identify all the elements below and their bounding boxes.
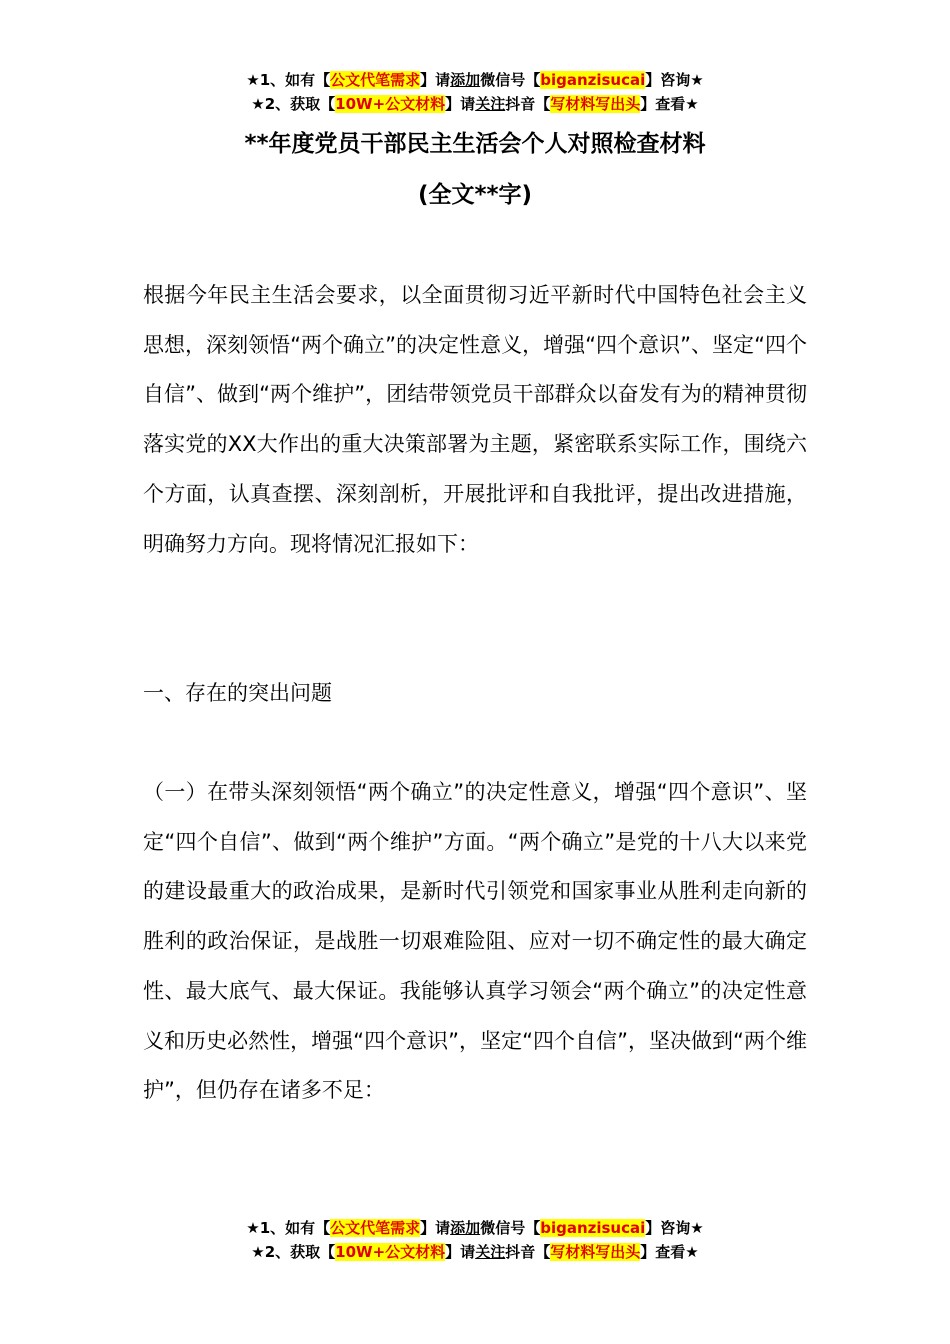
paragraph-text: 根据今年民主生活会要求，以全面贯彻习近平新时代中国特色社会主义思想，深刻领悟“两个确立”的决定性意义，增强“四个意识”、坚定“四个自信”、做到“两个维护”，团结带领党员干部群众以奋发有为的精神贯彻落实党的XX大作出的重大决策部署为主题，紧密联系实际工作，围绕六个方面，认真查摆、深刻剖析，开展批评和自我批评，提出改进措施，明确努力方向。现将情况汇报如下： (143, 283, 807, 556)
body-paragraph-1 (143, 768, 807, 1116)
ad-highlight: 10W+公文材料 (335, 1243, 446, 1261)
section-heading (143, 669, 807, 719)
ad-text: 2、获取【 (264, 1243, 336, 1261)
star-icon: ★ (685, 95, 699, 113)
ad-highlight: biganzisucai (540, 71, 646, 89)
ad-text: 微信号【 (480, 71, 541, 89)
ad-banner-top (0, 68, 950, 116)
star-icon: ★ (251, 1243, 265, 1261)
ad-text: 】请 (445, 1243, 476, 1261)
ad-text: 1、如有【 (259, 71, 331, 89)
paragraph-text: （一）在带头深刻领悟“两个确立”的决定性意义，增强“四个意识”、坚定“四个自信”、做到“两个维护”方面。“两个确立”是党的十八大以来党的建设最重大的政治成果，是新时代引领党和国家事业从胜利走向新的胜利的政治保证，是战胜一切艰难险阻、应对一切不确定性的最大确定性、最大底气、最大保证。我能够认真学习领会“两个确立”的决定性意义和历史必然性，增强“四个意识”，坚定“四个自信”，坚决做到“两个维护”，但仍存在诸多不足： (143, 780, 807, 1103)
ad-text: 】咨询 (645, 1219, 691, 1237)
ad-text: 】查看 (640, 1243, 686, 1261)
ad-highlight: 公文代笔需求 (330, 71, 421, 89)
ad-highlight: 写材料写出头 (550, 1243, 641, 1261)
ad-text: 抖音【 (505, 95, 551, 113)
document-subtitle: (全文**字) (417, 182, 533, 208)
body-paragraph-intro (143, 271, 807, 569)
ad-text: 微信号【 (480, 1219, 541, 1237)
ad-banner-bottom (0, 1216, 950, 1264)
ad-line-2 (0, 92, 950, 116)
ad-underline: 添加 (450, 71, 481, 89)
document-title: **年度党员干部民主生活会个人对照检查材料 (244, 131, 706, 157)
ad-underline: 添加 (450, 1219, 481, 1237)
star-icon: ★ (690, 71, 704, 89)
ad-text: 1、如有【 (259, 1219, 331, 1237)
ad-text: 】请 (420, 71, 451, 89)
ad-line-2 (0, 1240, 950, 1264)
heading-text: 一、存在的突出问题 (143, 681, 332, 705)
star-icon: ★ (690, 1219, 704, 1237)
star-icon: ★ (246, 1219, 260, 1237)
ad-line-1 (0, 1216, 950, 1240)
ad-underline: 关注 (475, 95, 506, 113)
ad-text: 】请 (420, 1219, 451, 1237)
ad-line-1 (0, 68, 950, 92)
ad-highlight: biganzisucai (540, 1219, 646, 1237)
star-icon: ★ (246, 71, 260, 89)
ad-underline: 关注 (475, 1243, 506, 1261)
ad-text: 】咨询 (645, 71, 691, 89)
star-icon: ★ (685, 1243, 699, 1261)
ad-highlight: 10W+公文材料 (335, 95, 446, 113)
ad-text: 】请 (445, 95, 476, 113)
star-icon: ★ (251, 95, 265, 113)
ad-highlight: 写材料写出头 (550, 95, 641, 113)
ad-text: 2、获取【 (264, 95, 336, 113)
ad-highlight: 公文代笔需求 (330, 1219, 421, 1237)
ad-text: 】查看 (640, 95, 686, 113)
ad-text: 抖音【 (505, 1243, 551, 1261)
